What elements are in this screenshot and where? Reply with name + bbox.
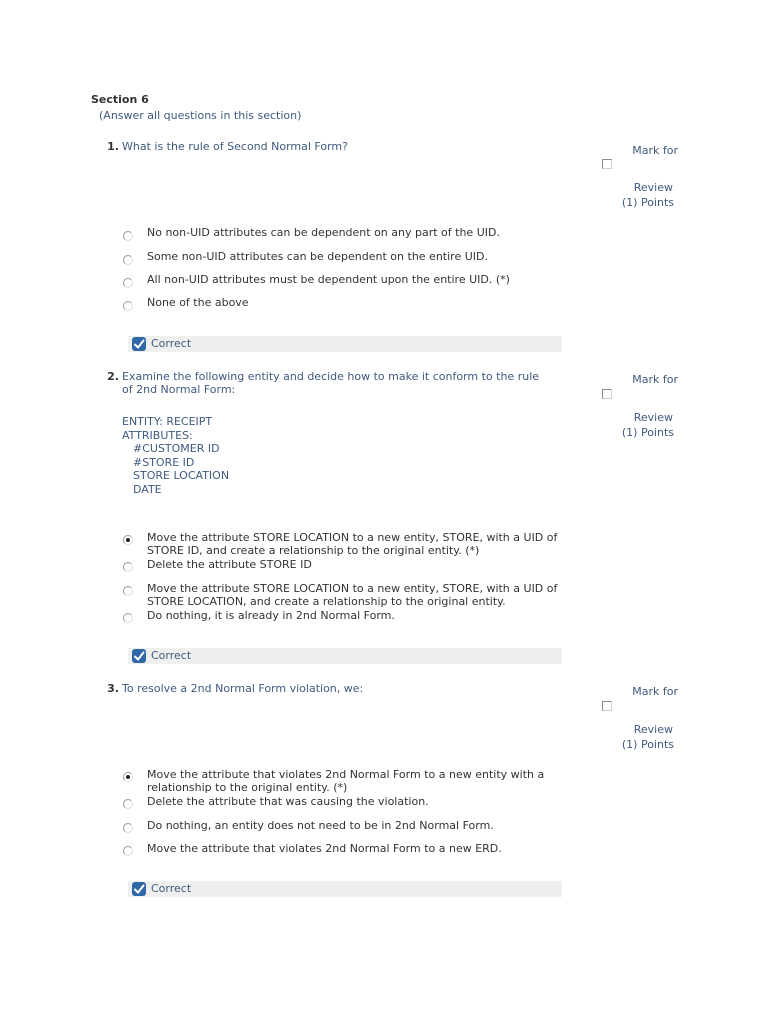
question-number: 1. <box>107 140 119 153</box>
points-label: (1) Points <box>621 196 674 209</box>
mark-for-label: Mark for <box>632 373 678 386</box>
points-label: (1) Points <box>621 738 674 751</box>
question-text-line: of 2nd Normal Form: <box>122 383 236 396</box>
answer-text: No non-UID attributes can be dependent on any part of the UID. <box>147 226 500 239</box>
answer-radio[interactable] <box>123 613 133 623</box>
mark-for-label: Mark for <box>632 685 678 698</box>
answer-radio[interactable] <box>123 799 133 809</box>
answer-text: Move the attribute that violates 2nd Normal Form to a new entity with a relationship to the original entity. (*) <box>147 768 545 794</box>
mark-for-review-checkbox[interactable] <box>602 159 612 169</box>
answer-radio[interactable] <box>123 562 133 572</box>
mark-for-label: Mark for <box>632 144 678 157</box>
question-text-line: Examine the following entity and decide how to make it conform to the rule <box>122 370 540 383</box>
points-label: (1) Points <box>621 426 674 439</box>
review-label: Review <box>633 723 673 736</box>
answer-text: Do nothing, it is already in 2nd Normal Form. <box>147 609 395 622</box>
correct-label: Correct <box>151 649 192 662</box>
mark-for-review-checkbox[interactable] <box>602 389 612 399</box>
review-label: Review <box>633 181 673 194</box>
review-label: Review <box>633 411 673 424</box>
entity-line: #STORE ID <box>133 456 195 469</box>
correct-label: Correct <box>151 337 192 350</box>
entity-line: ATTRIBUTES: <box>122 429 193 442</box>
answer-text: Move the attribute STORE LOCATION to a new entity, STORE, with a UID of STORE LOCATION, and create a relationship to the original entity. <box>147 582 558 608</box>
answer-text: Delete the attribute STORE ID <box>147 558 312 571</box>
answer-radio[interactable] <box>123 231 133 241</box>
entity-line: ENTITY: RECEIPT <box>122 415 213 428</box>
answer-radio[interactable] <box>123 278 133 288</box>
answer-text: None of the above <box>147 296 249 309</box>
question-number: 2. <box>107 370 119 383</box>
section-title: Section 6 <box>91 93 149 106</box>
answer-text: Do nothing, an entity does not need to be in 2nd Normal Form. <box>147 819 494 832</box>
answer-text: Move the attribute that violates 2nd Normal Form to a new ERD. <box>147 842 502 855</box>
entity-line: DATE <box>133 483 162 496</box>
answer-radio-selected[interactable] <box>123 535 133 545</box>
answer-radio[interactable] <box>123 823 133 833</box>
entity-line: #CUSTOMER ID <box>133 442 220 455</box>
answer-radio[interactable] <box>123 586 133 596</box>
check-icon <box>132 882 146 896</box>
answer-radio[interactable] <box>123 255 133 265</box>
correct-feedback <box>128 881 562 897</box>
correct-feedback <box>128 336 562 352</box>
mark-for-review-checkbox[interactable] <box>602 701 612 711</box>
correct-feedback <box>128 648 562 664</box>
answer-text: Move the attribute STORE LOCATION to a new entity, STORE, with a UID of STORE ID, and create a relationship to the original entity. (*) <box>147 531 558 557</box>
answer-radio[interactable] <box>123 846 133 856</box>
answer-radio-selected[interactable] <box>123 772 133 782</box>
question-text: What is the rule of Second Normal Form? <box>122 140 348 153</box>
entity-line: STORE LOCATION <box>133 469 230 482</box>
answer-radio[interactable] <box>123 301 133 311</box>
check-icon <box>132 649 146 663</box>
check-icon <box>132 337 146 351</box>
question-text: To resolve a 2nd Normal Form violation, we: <box>122 682 364 695</box>
question-number: 3. <box>107 682 119 695</box>
answer-text: Some non-UID attributes can be dependent on the entire UID. <box>147 250 488 263</box>
correct-label: Correct <box>151 882 192 895</box>
section-subtitle: (Answer all questions in this section) <box>99 109 302 122</box>
answer-text: All non-UID attributes must be dependent upon the entire UID. (*) <box>147 273 510 286</box>
answer-text: Delete the attribute that was causing the violation. <box>147 795 429 808</box>
